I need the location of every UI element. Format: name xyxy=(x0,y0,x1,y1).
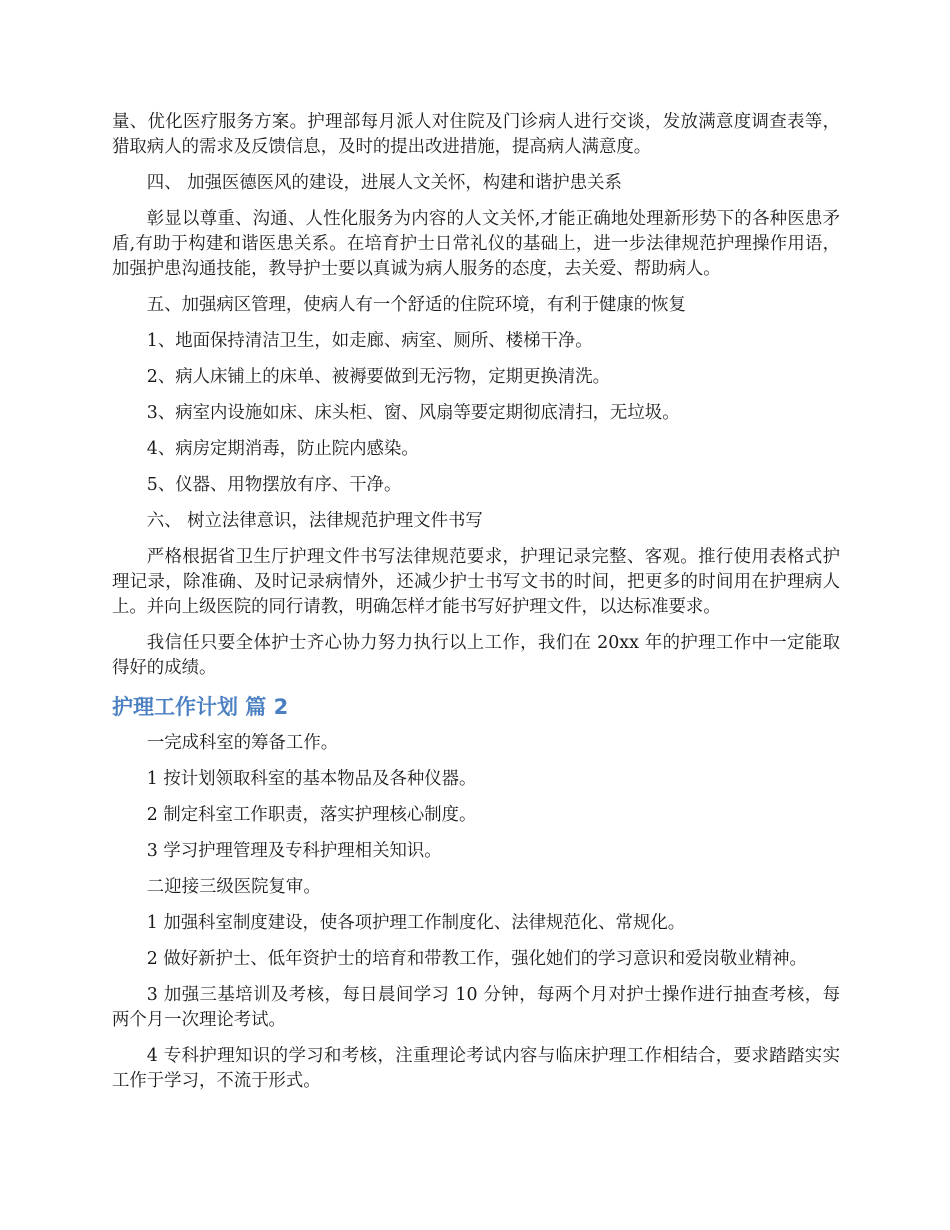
list-item: 5、仪器、用物摆放有序、干净。 xyxy=(146,475,402,495)
list-item: 3 加强三基培训及考核，每日晨间学习 10 分钟，每两个月对护士操作进行抽查考核，每两个月一次理论考试。 xyxy=(112,985,840,1030)
list-item: 2 做好新护士、低年资护士的培育和带教工作，强化她们的学习意识和爱岗敬业精神。 xyxy=(146,949,807,969)
section-heading: 护理工作计划 篇 2 xyxy=(112,695,289,719)
paragraph-heading-2: 二迎接三级医院复审。 xyxy=(146,877,321,897)
paragraph-heading-5: 五、加强病区管理，使病人有一个舒适的住院环境，有利于健康的恢复 xyxy=(146,295,686,315)
paragraph-heading-1: 一完成科室的筹备工作。 xyxy=(146,733,339,753)
list-item: 3、病室内设施如床、床头柜、窗、风扇等要定期彻底清扫，无垃圾。 xyxy=(146,403,680,423)
list-item: 2、病人床铺上的床单、被褥要做到无污物，定期更换清洗。 xyxy=(146,367,611,387)
paragraph-heading-6: 六、 树立法律意识，法律规范护理文件书写 xyxy=(146,511,483,531)
paragraph-heading-4: 四、 加强医德医风的建设，进展人文关怀，构建和谐护患关系 xyxy=(146,173,622,193)
document-body xyxy=(112,110,840,1105)
list-item: 3 学习护理管理及专科护理相关知识。 xyxy=(146,841,442,861)
paragraph: 量、优化医疗服务方案。护理部每月派人对住院及门诊病人进行交谈，发放满意度调查表等，猎取病人的需求及反馈信息，及时的提出改进措施，提高病人满意度。 xyxy=(112,112,840,157)
paragraph: 彰显以尊重、沟通、人性化服务为内容的人文关怀,才能正确地处理新形势下的各种医患矛盾,有助于构建和谐医患关系。在培育护士日常礼仪的基础上，进一步法律规范护理操作用语，加强护患沟通技能，教导护士要以真诚为病人服务的态度，去关爱、帮助病人。 xyxy=(112,209,840,279)
paragraph: 我信任只要全体护士齐心协力努力执行以上工作，我们在 20xx 年的护理工作中一定能取得好的成绩。 xyxy=(112,633,840,678)
list-item: 1、地面保持清洁卫生，如走廊、病室、厕所、楼梯干净。 xyxy=(146,331,593,351)
list-item: 2 制定科室工作职责，落实护理核心制度。 xyxy=(146,805,477,825)
paragraph: 严格根据省卫生厅护理文件书写法律规范要求，护理记录完整、客观。推行使用表格式护理记录，除准确、及时记录病情外，还减少护士书写文书的时间，把更多的时间用在护理病人上。并向上级医院的同行请教，明确怎样才能书写好护理文件，以达标准要求。 xyxy=(112,547,840,617)
list-item: 1 加强科室制度建设，使各项护理工作制度化、法律规范化、常规化。 xyxy=(146,913,686,933)
list-item: 4、病房定期消毒，防止院内感染。 xyxy=(146,439,419,459)
list-item: 1 按计划领取科室的基本物品及各种仪器。 xyxy=(146,769,477,789)
list-item: 4 专科护理知识的学习和考核，注重理论考试内容与临床护理工作相结合，要求踏踏实实工作于学习，不流于形式。 xyxy=(112,1046,840,1091)
